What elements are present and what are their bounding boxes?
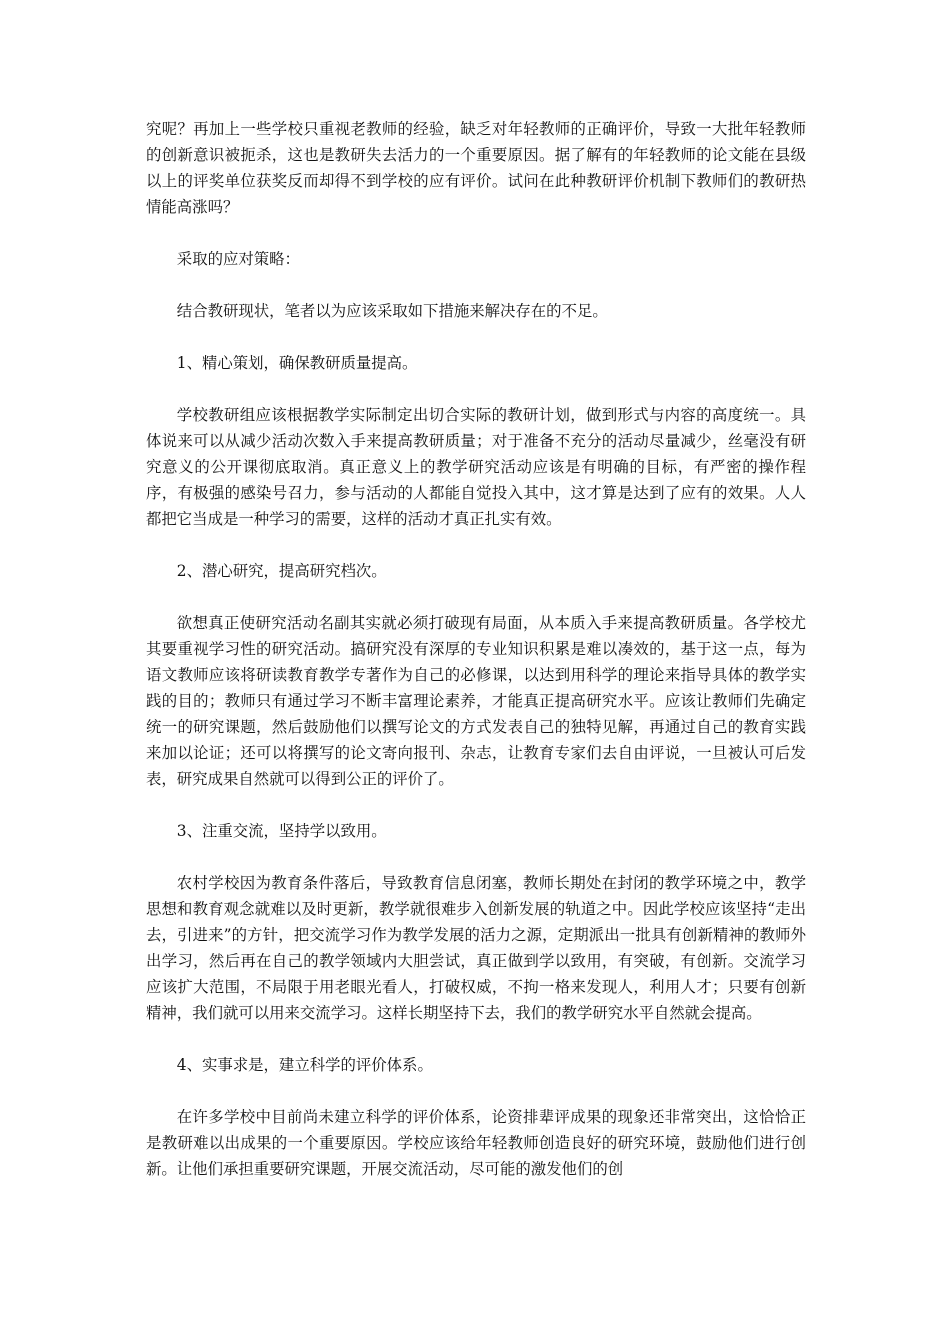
heading-strategy-4: 4、实事求是，建立科学的评价体系。: [176, 1056, 433, 1074]
paragraph-intro-continued: 究呢？再加上一些学校只重视老教师的经验，缺乏对年轻教师的正确评价，导致一大批年轻教师的创新意识被扼杀，这也是教研失去活力的一个重要原因。据了解有的年轻教师的论文能在县级以上的评奖单位获奖反而却得不到学校的应有评价。试问在此种教研评价机制下教师们的教研热情能高涨吗？: [146, 120, 806, 216]
heading-strategy-3: 3、注重交流，坚持学以致用。: [176, 822, 387, 840]
section-title-strategies: 采取的应对策略：: [176, 250, 300, 268]
paragraph-strategy-1: 学校教研组应该根据教学实际制定出切合实际的教研计划，做到形式与内容的高度统一。具体说来可以从减少活动次数入手来提高教研质量；对于准备不充分的活动尽量减少，丝毫没有研究意义的公开课彻底取消。真正意义上的教学研究活动应该是有明确的目标，有严密的操作程序，有极强的感染号召力，参与活动的人都能自觉投入其中，这才算是达到了应有的效果。人人都把它当成是一种学习的需要，这样的活动才真正扎实有效。: [146, 406, 806, 528]
paragraph-strategy-3: 农村学校因为教育条件落后，导致教育信息闭塞，教师长期处在封闭的教学环境之中，教学思想和教育观念就难以及时更新，教学就很难步入创新发展的轨道之中。因此学校应该坚持“走出去，引进来”的方针，把交流学习作为教学发展的活力之源，定期派出一批具有创新精神的教师外出学习，然后再在自己的教学领域内大胆尝试，真正做到学以致用，有突破，有创新。交流学习应该扩大范围，不局限于用老眼光看人，打破权威，不拘一格来发现人，利用人才；只要有创新精神，我们就可以用来交流学习。这样长期坚持下去，我们的教学研究水平自然就会提高。: [146, 874, 806, 1022]
document-page: [146, 116, 806, 1208]
paragraph-strategy-4: 在许多学校中目前尚未建立科学的评价体系，论资排辈评成果的现象还非常突出，这恰恰正是教研难以出成果的一个重要原因。学校应该给年轻教师创造良好的研究环境，鼓励他们进行创新。让他们承担重要研究课题，开展交流活动，尽可能的激发他们的创: [146, 1108, 806, 1178]
heading-strategy-1: 1、精心策划，确保教研质量提高。: [176, 354, 418, 372]
paragraph-strategy-2: 欲想真正使研究活动名副其实就必须打破现有局面，从本质入手来提高教研质量。各学校尤其要重视学习性的研究活动。搞研究没有深厚的专业知识积累是难以凑效的，基于这一点，每为语文教师应该将研读教育教学专著作为自己的必修课，以达到用科学的理论来指导具体的教学实践的目的；教师只有通过学习不断丰富理论素养，才能真正提高研究水平。应该让教师们先确定统一的研究课题，然后鼓励他们以撰写论文的方式发表自己的独特见解，再通过自己的教育实践来加以论证；还可以将撰写的论文寄向报刊、杂志，让教育专家们去自由评说，一旦被认可后发表，研究成果自然就可以得到公正的评价了。: [146, 614, 806, 788]
heading-strategy-2: 2、潜心研究，提高研究档次。: [176, 562, 387, 580]
paragraph-strategies-intro: 结合教研现状，笔者以为应该采取如下措施来解决存在的不足。: [176, 302, 608, 320]
